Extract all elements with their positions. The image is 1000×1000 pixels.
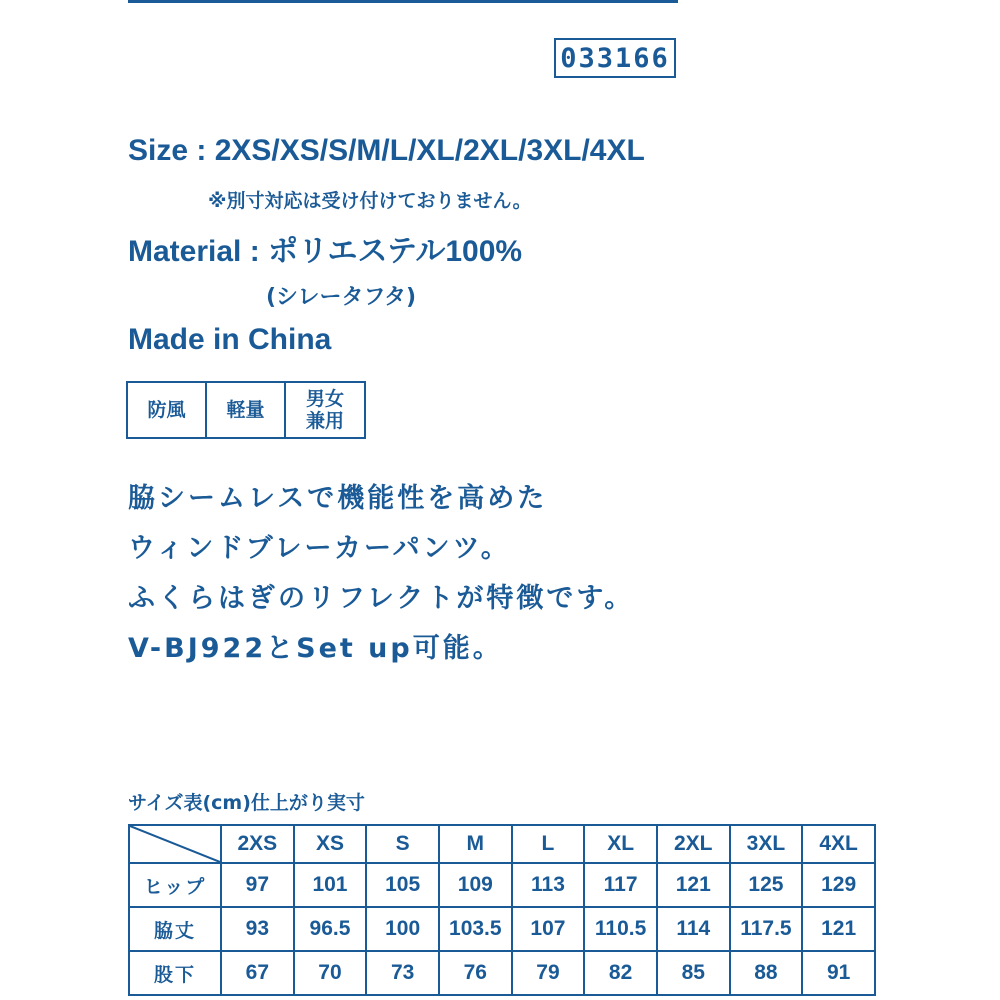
description-line-3: ふくらはぎのリフレクトが特徴です。 <box>128 583 635 614</box>
material-sub: (シレータフタ) <box>266 285 417 310</box>
size-line: Size : 2XS/XS/S/M/L/XL/2XL/3XL/4XL <box>128 134 645 167</box>
table-cell: 79 <box>512 951 585 995</box>
description-line-4: V-BJ922とSet up可能。 <box>128 633 503 664</box>
table-cell: 107 <box>512 907 585 951</box>
size-header-cell: XL <box>584 825 657 863</box>
size-header-cell: 2XL <box>657 825 730 863</box>
origin-line: Made in China <box>128 323 332 356</box>
row-label: ヒップ <box>129 863 221 907</box>
size-table-title: サイズ表(cm)仕上がり実寸 <box>128 792 365 814</box>
row-label: 股下 <box>129 951 221 995</box>
table-cell: 82 <box>584 951 657 995</box>
badge-lightweight: 軽量 <box>207 383 286 437</box>
table-row-side-length <box>129 907 875 951</box>
feature-badges <box>126 381 366 439</box>
table-cell: 110.5 <box>584 907 657 951</box>
table-row-inseam <box>129 951 875 995</box>
table-cell: 121 <box>802 907 875 951</box>
size-header-cell: L <box>512 825 585 863</box>
table-corner <box>129 825 221 863</box>
material-line: Material : ポリエステル100% <box>128 235 523 268</box>
table-cell: 88 <box>730 951 803 995</box>
row-label: 脇丈 <box>129 907 221 951</box>
table-cell: 100 <box>366 907 439 951</box>
table-row-hip <box>129 863 875 907</box>
description-line-2: ウィンドブレーカーパンツ。 <box>128 533 511 564</box>
size-header-cell: 2XS <box>221 825 294 863</box>
table-cell: 117 <box>584 863 657 907</box>
table-cell: 85 <box>657 951 730 995</box>
table-cell: 125 <box>730 863 803 907</box>
product-code: 033166 <box>554 38 676 78</box>
table-cell: 101 <box>294 863 367 907</box>
table-cell: 96.5 <box>294 907 367 951</box>
table-cell: 103.5 <box>439 907 512 951</box>
size-header-cell: 3XL <box>730 825 803 863</box>
table-cell: 114 <box>657 907 730 951</box>
table-cell: 113 <box>512 863 585 907</box>
table-cell: 93 <box>221 907 294 951</box>
size-header-cell: S <box>366 825 439 863</box>
size-note: ※別寸対応は受け付けておりません。 <box>208 190 532 212</box>
table-cell: 129 <box>802 863 875 907</box>
table-cell: 76 <box>439 951 512 995</box>
table-cell: 121 <box>657 863 730 907</box>
table-cell: 67 <box>221 951 294 995</box>
size-header-cell: 4XL <box>802 825 875 863</box>
size-header-row <box>129 825 875 863</box>
size-header-cell: M <box>439 825 512 863</box>
table-cell: 117.5 <box>730 907 803 951</box>
size-header-cell: XS <box>294 825 367 863</box>
table-cell: 91 <box>802 951 875 995</box>
table-cell: 97 <box>221 863 294 907</box>
table-cell: 105 <box>366 863 439 907</box>
badge-windproof: 防風 <box>128 383 207 437</box>
top-divider <box>128 0 678 3</box>
table-cell: 109 <box>439 863 512 907</box>
description-line-1: 脇シームレスで機能性を高めた <box>128 483 548 514</box>
table-cell: 70 <box>294 951 367 995</box>
size-table <box>128 824 876 996</box>
table-cell: 73 <box>366 951 439 995</box>
badge-unisex: 男女 兼用 <box>305 388 344 432</box>
